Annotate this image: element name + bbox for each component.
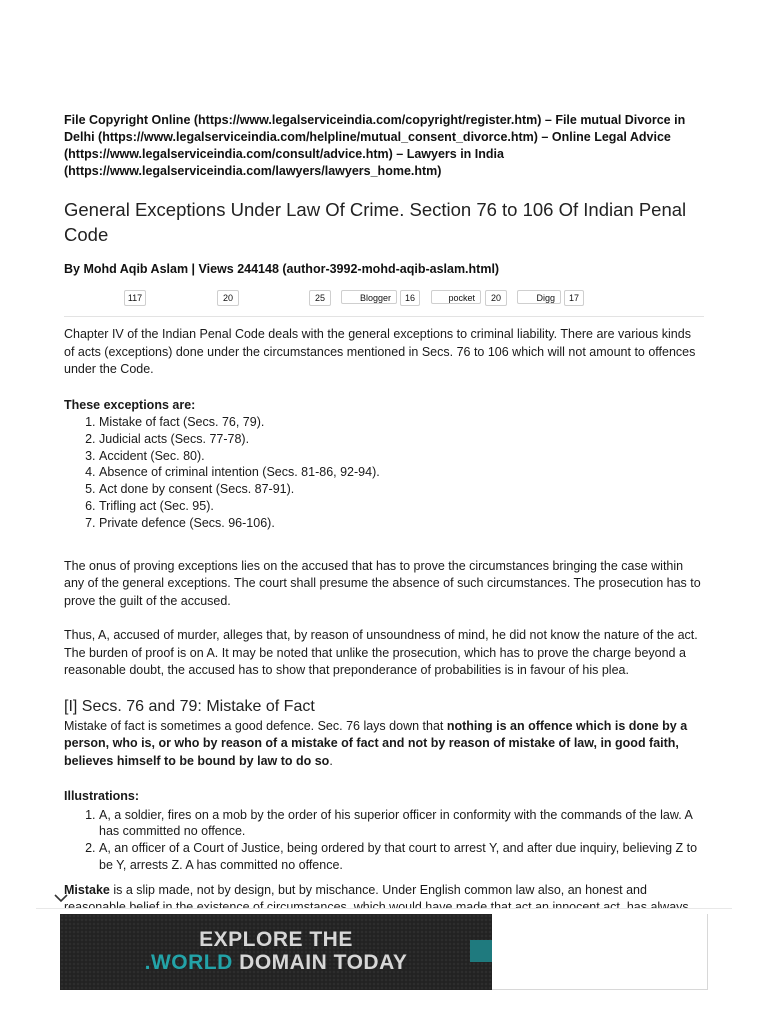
share-count-2[interactable]: 20 <box>217 290 239 306</box>
illustrations-heading: Illustrations: <box>64 789 140 804</box>
ad-right-panel[interactable] <box>492 914 708 990</box>
share-count-3[interactable]: 25 <box>309 290 331 306</box>
mistake-of-fact-paragraph: Mistake of fact is sometimes a good defence. Sec. 76 lays down that nothing is an offence which is done by a person, who is, or who by reason of a mistake of fact and not by reason of mistake of law, in good faith, believes himself to be bound by law to do so. <box>64 718 688 768</box>
related-links <box>64 112 704 180</box>
list-item: 4. Absence of criminal intention (Secs. 81-86, 92-94). <box>99 464 704 481</box>
article-title: General Exceptions Under Law Of Crime. Section 76 to 106 Of Indian Penal Code <box>64 199 687 245</box>
share-bar <box>64 290 704 306</box>
ad-banner[interactable] <box>60 914 492 990</box>
list-item: 2. A, an officer of a Court of Justice, being ordered by that court to arrest Y, and after due inquiry, believing Z to be Y, arrests Z. A has committed no offence. <box>99 840 704 874</box>
link-separator: – <box>541 113 556 127</box>
link-separator: – <box>537 130 552 144</box>
link-separator: – <box>392 147 407 161</box>
example-paragraph: Thus, A, accused of murder, alleges that, by reason of unsoundness of mind, he did not know the nature of the act. The burden of proof is on A. It may be noted that unlike the prosecution, which has to prove the charge beyond a reasonable doubt, the accused has to show that preponderance of probabilities is in favour of his plea. <box>64 628 698 678</box>
author-byline[interactable]: By Mohd Aqib Aslam | Views 244148 (author-3992-mohd-aqib-aslam.html) <box>64 262 500 276</box>
exceptions-heading: These exceptions are: <box>64 397 196 412</box>
link-online-legal-advice[interactable]: Online Legal Advice (https://www.legalserviceindia.com/consult/advice.htm) <box>64 130 671 161</box>
section-heading: [I] Secs. 76 and 79: Mistake of Fact <box>64 697 315 715</box>
list-item: 7. Private defence (Secs. 96-106). <box>99 515 704 532</box>
ad-accent-block <box>470 940 492 962</box>
list-item: 2. Judicial acts (Secs. 77-78). <box>99 431 704 448</box>
list-item: 6. Trifling act (Sec. 95). <box>99 498 704 515</box>
exceptions-list <box>64 414 704 532</box>
illustrations-list <box>64 807 704 874</box>
intro-paragraph: Chapter IV of the Indian Penal Code deals with the general exceptions to criminal liability. There are various kinds of acts (exceptions) done under the circumstances mentioned in Secs. 76 to 106 which will not amount to offences under the Code. <box>64 327 696 376</box>
blogger-share-button[interactable]: Blogger <box>341 290 397 304</box>
digg-share-count: 17 <box>564 290 584 306</box>
mistake-definition-paragraph: Mistake is a slip made, not by design, but by mischance. Under English common law also, an honest and <box>64 882 647 897</box>
list-item: 1. A, a soldier, fires on a mob by the order of his superior officer in conformity with the commands of the law. A has committed no offence. <box>99 807 704 841</box>
ad-headline: EXPLORE THE .WORLD DOMAIN TODAY <box>144 928 408 974</box>
ad-divider <box>36 908 732 909</box>
divider <box>64 316 704 317</box>
chevron-down-icon[interactable] <box>54 893 68 905</box>
sec76-quote: nothing is an offence which is done by a person, who is, or who by reason of a mistake of fact and not by reason of mistake of law, in good faith, believes himself to be bound by law to do so <box>64 718 688 768</box>
list-item: 5. Act done by consent (Secs. 87-91). <box>99 481 704 498</box>
link-lawyers-in-india[interactable]: Lawyers in India (https://www.legalserviceindia.com/lawyers/lawyers_home.htm) <box>64 147 504 178</box>
onus-paragraph: The onus of proving exceptions lies on the accused that has to prove the circumstances bringing the case within any of the general exceptions. The court shall presume the absence of such circumstances. The prosecution has to prove the guilt of the accused. <box>64 558 701 608</box>
pocket-share-button[interactable]: pocket <box>431 290 481 304</box>
pocket-share-count: 20 <box>485 290 507 306</box>
link-file-copyright[interactable]: File Copyright Online (https://www.legalserviceindia.com/copyright/register.htm) <box>64 113 542 127</box>
digg-share-button[interactable]: Digg <box>517 290 561 304</box>
blogger-share-count: 16 <box>400 290 420 306</box>
link-mutual-divorce[interactable]: File mutual Divorce in Delhi (https://www.legalserviceindia.com/helpline/mutual_consent_divorce.htm) <box>64 113 686 144</box>
list-item: 1. Mistake of fact (Secs. 76, 79). <box>99 414 704 431</box>
share-count-1[interactable]: 117 <box>124 290 146 306</box>
article-content <box>64 112 704 917</box>
list-item: 3. Accident (Sec. 80). <box>99 448 704 465</box>
